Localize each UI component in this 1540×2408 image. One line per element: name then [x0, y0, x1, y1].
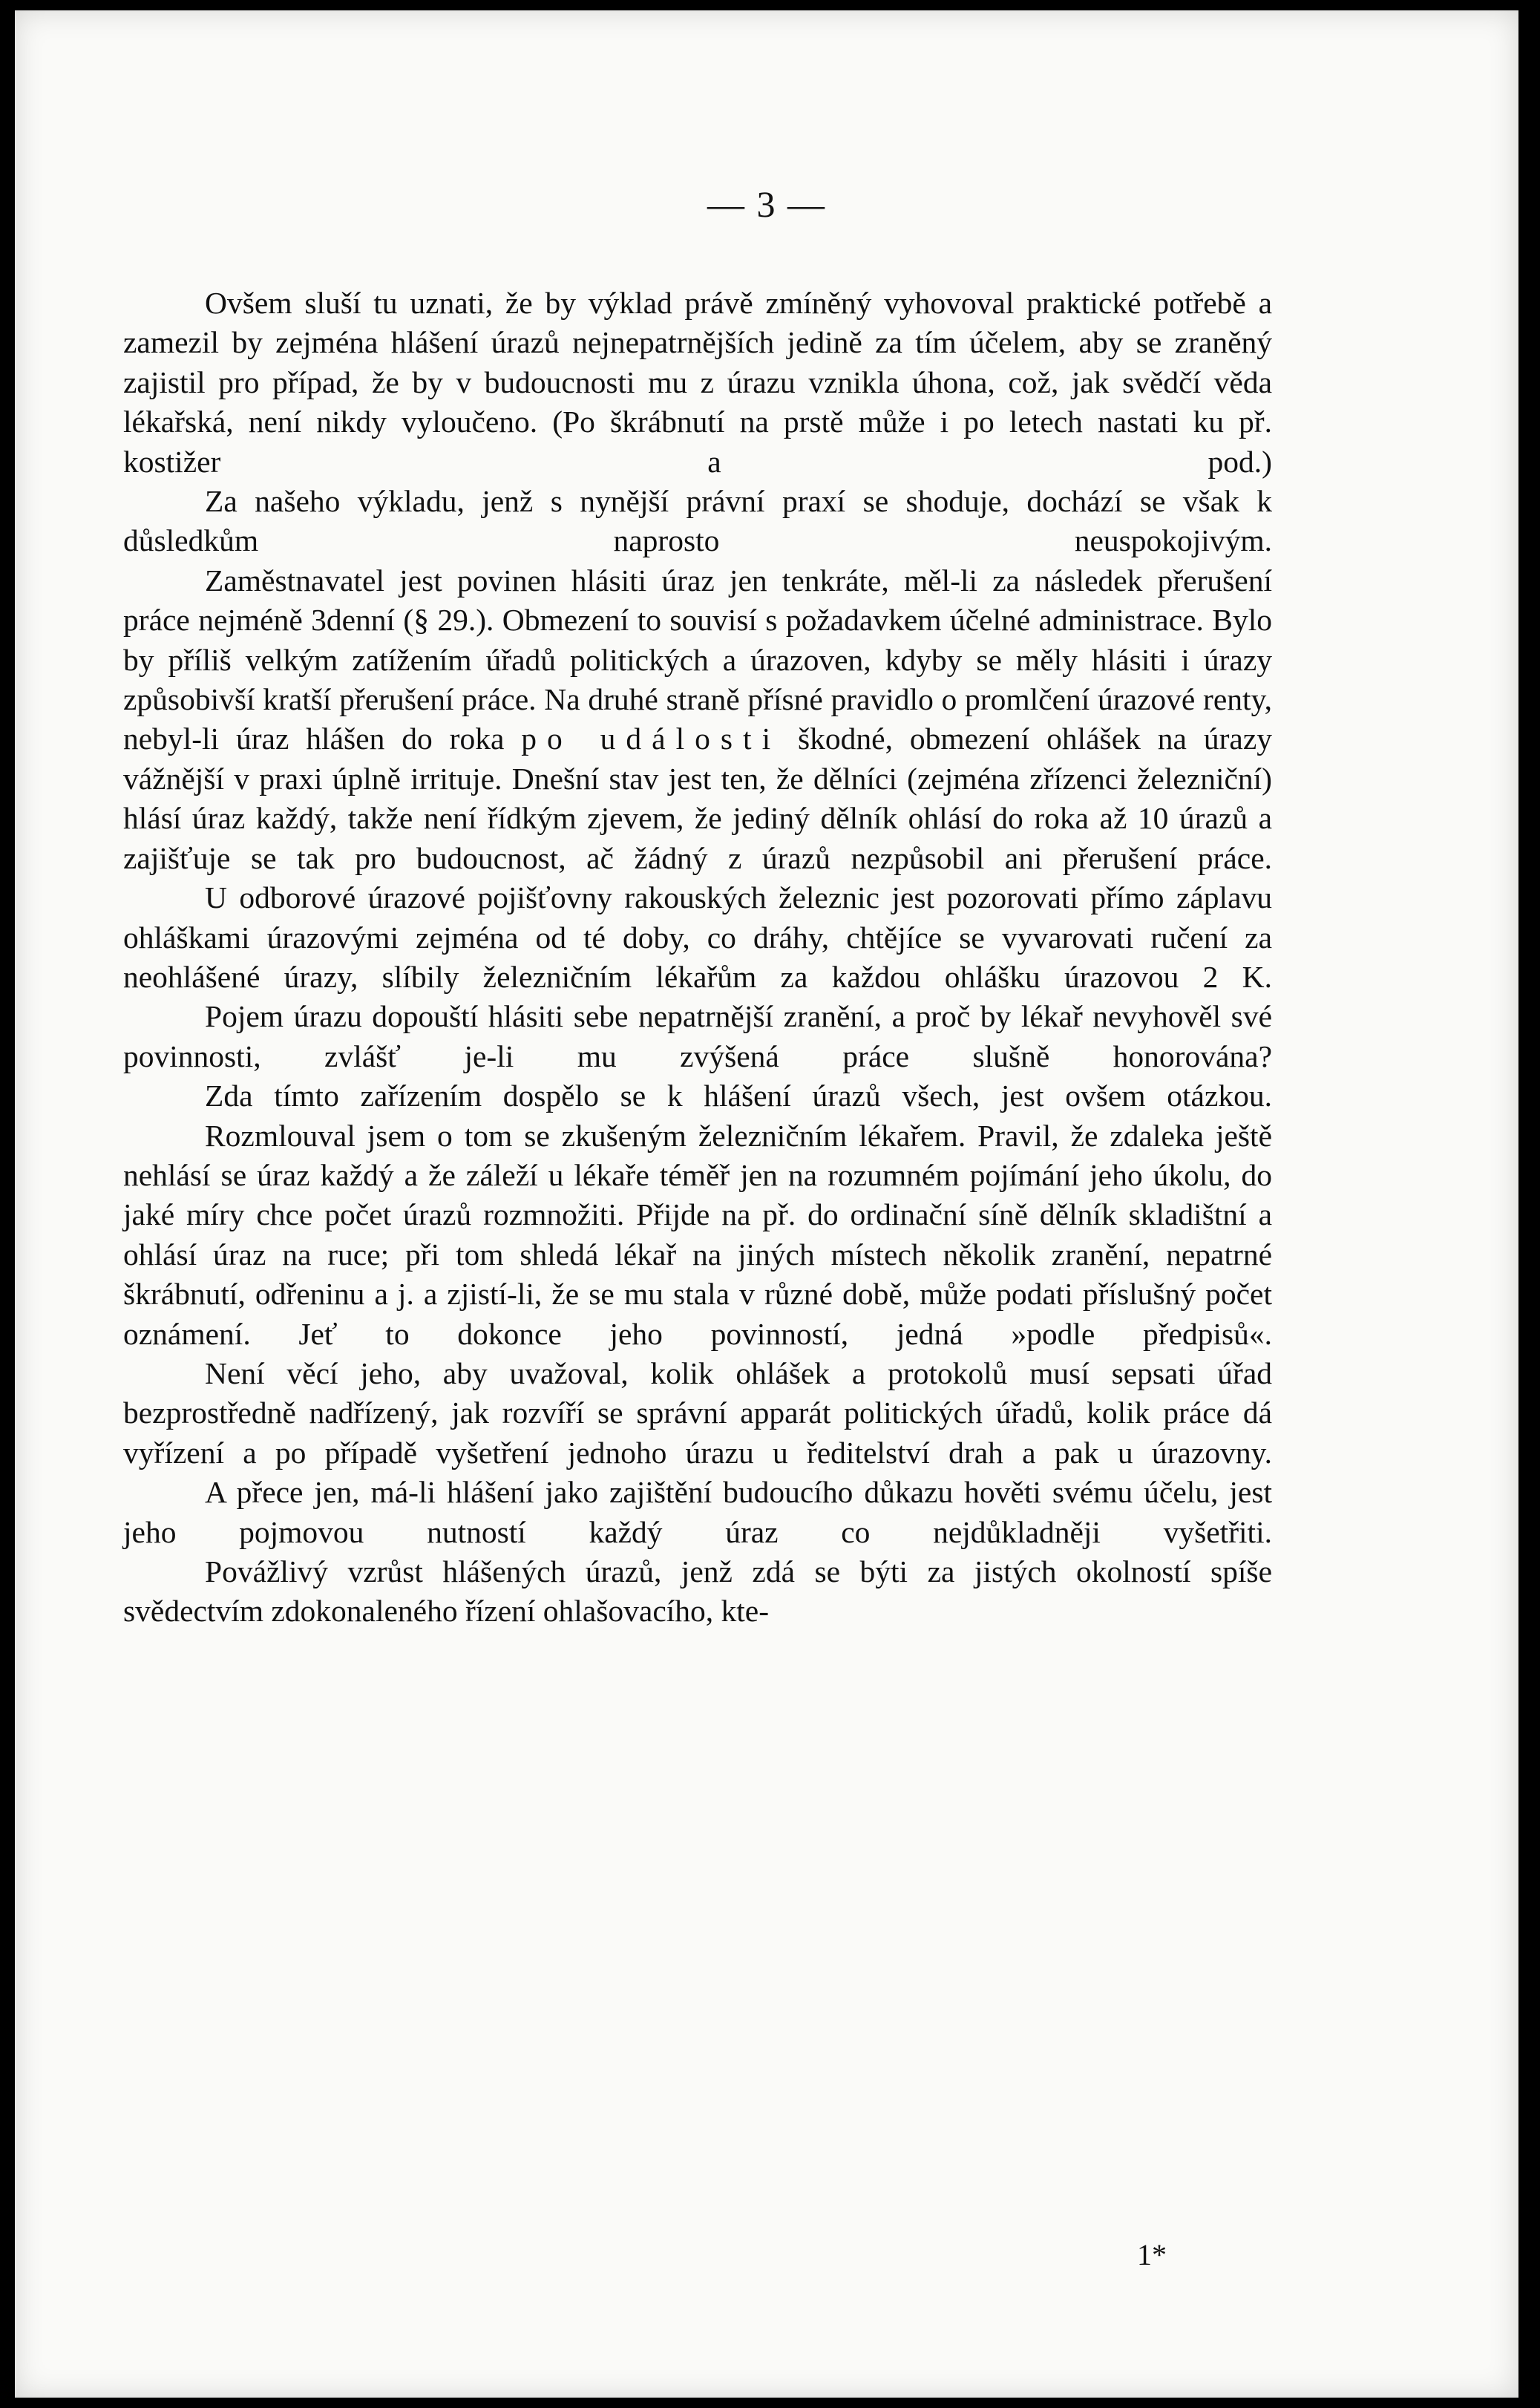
paragraph-3 [123, 561, 1272, 878]
paragraph-2: Za našeho výkladu, jenž s nynější právní praxí se shoduje, dochází se však k důsledkům naprosto neuspokojivým. [123, 484, 1272, 558]
paragraph-1: Ovšem sluší tu uznati, že by výklad právě zmíněný vyhovoval praktické potřebě a zamezil by zejména hlášení úrazů nejnepatrnějších jedině za tím účelem, aby se zraněný zajistil pro případ, že by v budoucnosti mu z úrazu vznikla úhona, což, jak svědčí věda lékařská, není nikdy vyloučeno. (Po škrábnutí na prstě může i po letech nastati ku př. kostižer a pod.) [123, 286, 1272, 479]
signature-mark: 1* [1137, 2238, 1167, 2271]
body-text [123, 284, 1272, 1632]
paragraph-9: A přece jen, má-li hlášení jako zajištění budoucího důkazu hověti svému účelu, jest jeho pojmovou nutností každý úraz co nejdůkladněji vyšetřiti. [123, 1475, 1272, 1549]
paragraph-6: Zda tímto zařízením dospělo se k hlášení úrazů všech, jest ovšem otázkou. [205, 1079, 1272, 1113]
paragraph-10: Povážlivý vzrůst hlášených úrazů, jenž zdá se býti za jistých okolností spíše svědectvím zdokonaleného řízení ohlašovacího, kte- [123, 1554, 1272, 1629]
paragraph-3-part-b: škodné, obmezení ohlášek na úrazy vážnější v praxi úplně irrituje. Dnešní stav jest ten, že dělníci (zejména zřízenci železniční) hlásí úraz každý, takže není řídkým zjevem, že jediný dělník ohlásí do roka až 10 úrazů a zajišťuje se tak pro budoucnost, ač žádný z úrazů nezpůsobil ani přerušení práce. [123, 722, 1272, 875]
paragraph-3-part-a: Zaměstnavatel jest povinen hlásiti úraz jen tenkráte, měl-li za následek přerušení práce nejméně 3denní (§ 29.). Obmezení to souvisí s požadavkem účelné administrace. Bylo by příliš velkým zatížením úřadů politických a úrazoven, kdyby se měly hlásiti i úrazy způsobivší kratší přerušení práce. Na druhé straně přísné pravidlo o promlčení úrazové renty, nebyl-li úraz hlášen do roka [123, 563, 1272, 756]
paragraph-4: U odborové úrazové pojišťovny rakouských železnic jest pozorovati přímo záplavu ohláškami úrazovými zejména od té doby, co dráhy, chtějíce se vyvarovati ručení za neohlášené úrazy, slíbily železničním lékařům za každou ohlášku úrazovou 2 K. [123, 880, 1272, 994]
paragraph-8: Není věcí jeho, aby uvažoval, kolik ohlášek a protokolů musí sepsati úřad bezprostředně nadřízený, jak rozvíří se správní apparát politických úřadů, kolik práce dá vyřízení a po případě vyšetření jednoho úrazu u ředitelství drah a pak u úrazovny. [123, 1355, 1272, 1470]
page-number: — 3 — [707, 183, 826, 225]
document-page [15, 10, 1518, 2398]
spaced-emphasis: po události [521, 722, 782, 756]
paragraph-7: Rozmlouval jsem o tom se zkušeným železničním lékařem. Pravil, že zdaleka ještě nehlásí se úraz každý a že záleží u lékaře téměř jen na rozumném pojímání jeho úkolu, do jaké míry chce počet úrazů rozmnožiti. Přijde na př. do ordinační síně dělník skladištní a ohlásí úraz na ruce; při tom shledá lékař na jiných místech několik zranění, nepatrné škrábnutí, odřeninu a j. a zjistí-li, že se mu stala v různé době, může podati příslušný počet oznámení. Jeť to dokonce jeho povinností, jedná »podle předpisů«. [123, 1118, 1272, 1351]
paragraph-5: Pojem úrazu dopouští hlásiti sebe nepatrnější zranění, a proč by lékař nevyhověl své povinnosti, zvlášť je-li mu zvýšená práce slušně honorována? [123, 999, 1272, 1073]
